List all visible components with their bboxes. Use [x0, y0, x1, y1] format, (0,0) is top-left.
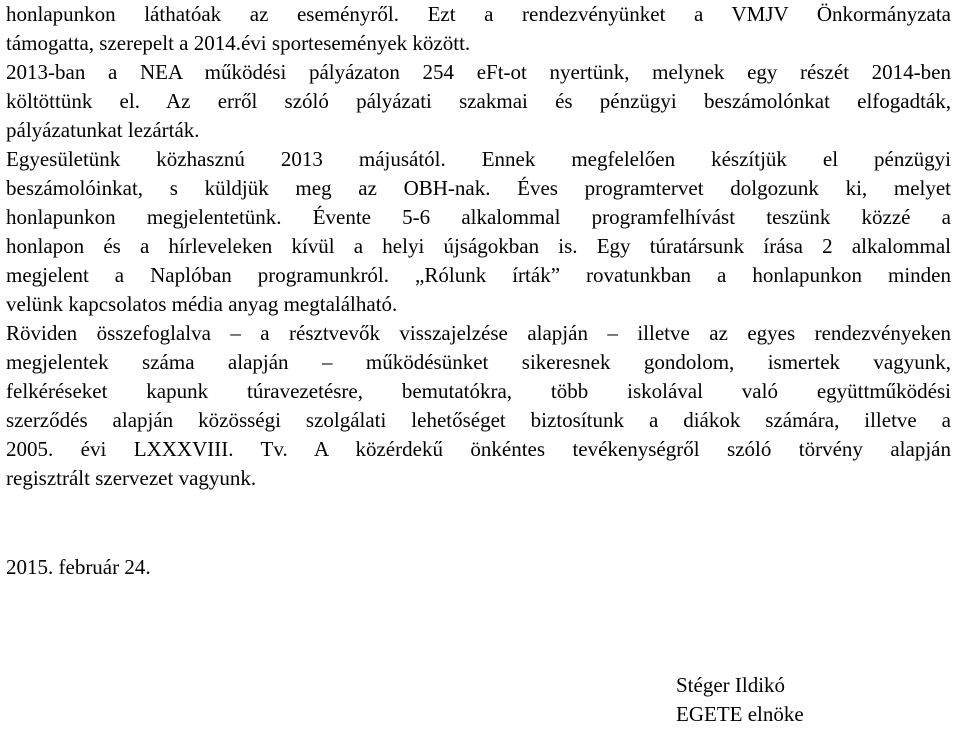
document-date: 2015. február 24.: [6, 555, 151, 579]
text-line-12: Röviden összefoglalva – a résztvevők visszajelzése alapján – illetve az egyes rendezvényeken: [6, 321, 951, 345]
text-line-4: költöttünk el. Az erről szóló pályázati szakmai és pénzügyi beszámolónkat elfogadták,: [6, 89, 951, 113]
document-body: [6, 0, 951, 493]
text-line-13: megjelentek száma alapján – működésünket sikeresnek gondolom, ismertek vagyunk,: [6, 350, 951, 374]
text-line-1: honlapunkon láthatóak az eseményről. Ezt a rendezvényünket a VMJV Önkormányzata: [6, 2, 951, 26]
text-line-11: velünk kapcsolatos média anyag megtalálható.: [6, 292, 398, 316]
text-line-3: 2013-ban a NEA működési pályázaton 254 eFt-ot nyertünk, melynek egy részét 2014-ben: [6, 60, 951, 84]
text-line-16: 2005. évi LXXXVIII. Tv. A közérdekű önkéntes tevékenységről szóló törvény alapján: [6, 437, 951, 461]
text-line-14: felkéréseket kapunk túravezetésre, bemutatókra, több iskolával való együttműködési: [6, 379, 951, 403]
text-line-5: pályázatunkat lezárták.: [6, 118, 200, 142]
text-line-9: honlapon és a hírleveleken kívül a helyi újságokban is. Egy túratársunk írása 2 alkalommal: [6, 234, 951, 258]
text-line-7: beszámolóinkat, s küldjük meg az OBH-nak. Éves programtervet dolgozunk ki, melyet: [6, 176, 951, 200]
text-line-10: megjelent a Naplóban programunkról. „Rólunk írták” rovatunkban a honlapunkon minden: [6, 263, 951, 287]
signature-block: [676, 671, 804, 729]
text-line-15: szerződés alapján közösségi szolgálati lehetőséget biztosítunk a diákok számára, illetve a: [6, 408, 951, 432]
text-line-8: honlapunkon megjelentetünk. Évente 5-6 alkalommal programfelhívást teszünk közzé a: [6, 205, 951, 229]
text-line-2: támogatta, szerepelt a 2014.évi sportesemények között.: [6, 31, 471, 55]
text-line-6: Egyesületünk közhasznú 2013 májusától. Ennek megfelelően készítjük el pénzügyi: [6, 147, 951, 171]
text-line-17: regisztrált szervezet vagyunk.: [6, 466, 257, 490]
signature-name: Stéger Ildikó: [676, 673, 786, 697]
signature-title: EGETE elnöke: [676, 702, 804, 726]
